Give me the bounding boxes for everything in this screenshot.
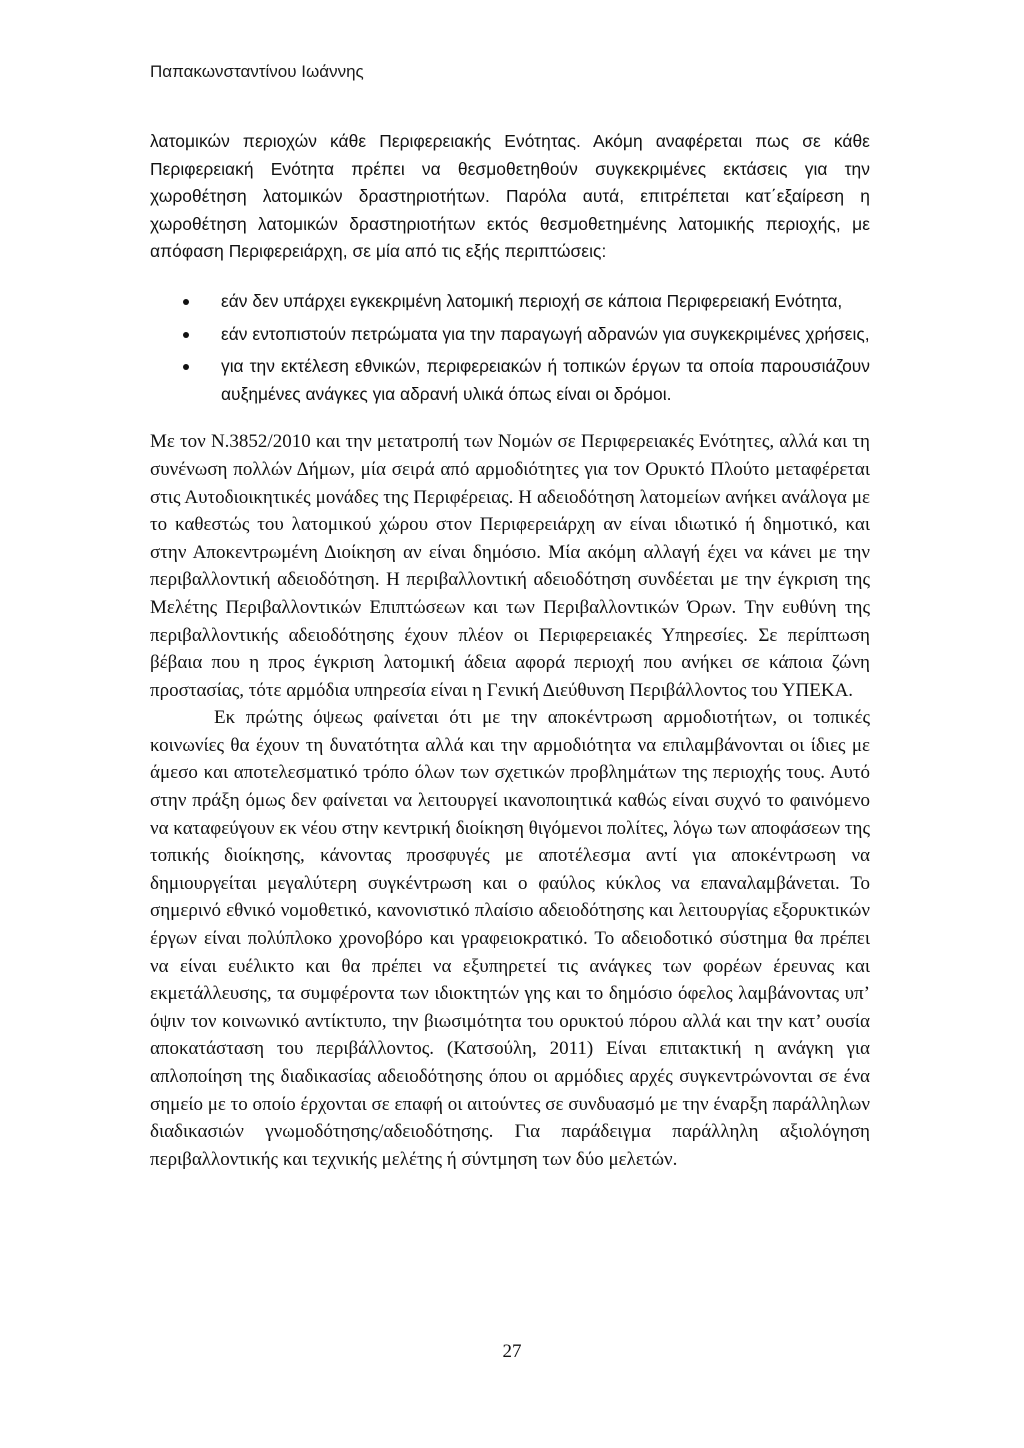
list-item-text: εάν εντοπιστούν πετρώματα για την παραγωγή αδρανών για συγκεκριμένες χρήσεις, — [221, 323, 870, 344]
bullet-icon — [183, 299, 189, 305]
paragraph-law-3852: Με τον Ν.3852/2010 και την μετατροπή των Νομών σε Περιφερειακές Ενότητες, αλλά και τη συνένωση πολλών Δήμων, μία σειρά από αρμοδιότητες για τον Ορυκτό Πλούτο μεταφέρεται στις Αυτοδιοικητικές μονάδες της Περιφέρειας. Η αδειοδότηση λατομείων ανήκει ανάλογα με το καθεστώς του λατομικού χώρου στον Περιφερειάρχη αν είναι ιδιωτικό ή δημοτικό, και στην Αποκεντρωμένη Διοίκηση αν είναι δημόσιο. Μία ακόμη αλλαγή έχει να κάνει με την περιβαλλοντική αδειοδότηση. Η περιβαλλοντική αδειοδότηση συνδέεται με την έγκριση της Μελέτης Περιβαλλοντικών Επιπτώσεων και των Περιβαλλοντικών Όρων. Την ευθύνη της περιβαλλοντικής αδειοδότησης έχουν πλέον οι Περιφερειακές Υπηρεσίες. Σε περίπτωση βέβαια που η προς έγκριση λατομική άδεια αφορά περιοχή που ανήκει σε κάποια ζώνη προστασίας, τότε αρμόδια υπηρεσία είναι η Γενική Διεύθυνση Περιβάλλοντος του ΥΠΕΚΑ. — [150, 431, 870, 701]
page-number: 27 — [502, 1341, 522, 1362]
list-item — [221, 321, 870, 349]
body-text — [150, 128, 870, 1173]
bullet-icon — [183, 332, 189, 338]
running-header-author: Παπακωνσταντίνου Ιωάννης — [150, 62, 364, 81]
bullet-icon — [183, 364, 189, 370]
list-item — [221, 288, 870, 316]
exceptions-list — [150, 288, 870, 408]
intro-paragraph: λατομικών περιοχών κάθε Περιφερειακής Ενότητας. Ακόμη αναφέρεται πως σε κάθε Περιφερειακή Ενότητα πρέπει να θεσμοθετηθούν συγκεκριμένες εκτάσεις για την χωροθέτηση λατομικών δραστηριοτήτων. Παρόλα αυτά, επιτρέπεται κατ΄εξαίρεση η χωροθέτηση λατομικών δραστηριοτήτων εκτός θεσμοθετημένης λατομικής περιοχής, με απόφαση Περιφερειάρχη, σε μία από τις εξής περιπτώσεις: — [150, 131, 870, 262]
list-item-text: για την εκτέλεση εθνικών, περιφερειακών ή τοπικών έργων τα οποία παρουσιάζουν αυξημένες ανάγκες για αδρανή υλικά όπως είναι οι δρόμοι. — [221, 356, 870, 404]
paragraph-decentralization: Εκ πρώτης όψεως φαίνεται ότι με την αποκέντρωση αρμοδιοτήτων, οι τοπικές κοινωνίες θα έχουν τη δυνατότητα αλλά και την αρμοδιότητα να επιλαμβάνονται οι ίδιες με άμεσο και αποτελεσματικό τρόπο όλων των σχετικών προβλημάτων της περιοχής τους. Αυτό στην πράξη όμως δεν φαίνεται να λειτουργεί ικανοποιητικά καθώς είναι συχνό το φαινόμενο να καταφεύγουν εκ νέου στην κεντρική διοίκηση θιγόμενοι πολίτες, λόγω των αποφάσεων της τοπικής διοίκησης, κάνοντας προσφυγές με αποτέλεσμα αντί για αποκέντρωση να δημιουργείται μεγαλύτερη συγκέντρωση και ο φαύλος κύκλος να επαναλαμβάνεται. Το σημερινό εθνικό νομοθετικό, κανονιστικό πλαίσιο αδειοδότησης και λειτουργίας εξορυκτικών έργων είναι πολύπλοκο χρονοβόρο και γραφειοκρατικό. Το αδειοδοτικό σύστημα θα πρέπει να είναι ευέλικτο και θα πρέπει να εξυπηρετεί τις ανάγκες των φορέων έρευνας και εκμετάλλευσης, τα συμφέροντα των ιδιοκτητών γης και το δημόσιο όφελος λαμβάνοντας υπ’ όψιν τον κοινωνικό αντίκτυπο, την βιωσιμότητα του ορυκτού πόρου αλλά και την κατ’ ουσία αποκατάσταση του περιβάλλοντος. (Κατσούλη, 2011) Είναι επιτακτική η ανάγκη για απλοποίηση της διαδικασίας αδειοδότησης όπου οι αρμόδιες αρχές συγκεντρώνονται σε ένα σημείο με το οποίο έρχονται σε επαφή οι αιτούντες σε συνδυασμό με την έναρξη παράλληλων διαδικασιών γνωμοδότησης/αδειοδότησης. Για παράδειγμα παράλληλη αξιολόγηση περιβαλλοντικής και τεχνικής μελέτης ή σύντμηση των δύο μελετών. — [150, 707, 870, 1170]
list-item-text: εάν δεν υπάρχει εγκεκριμένη λατομική περιοχή σε κάποια Περιφερειακή Ενότητα, — [221, 290, 843, 311]
list-item — [221, 353, 870, 408]
